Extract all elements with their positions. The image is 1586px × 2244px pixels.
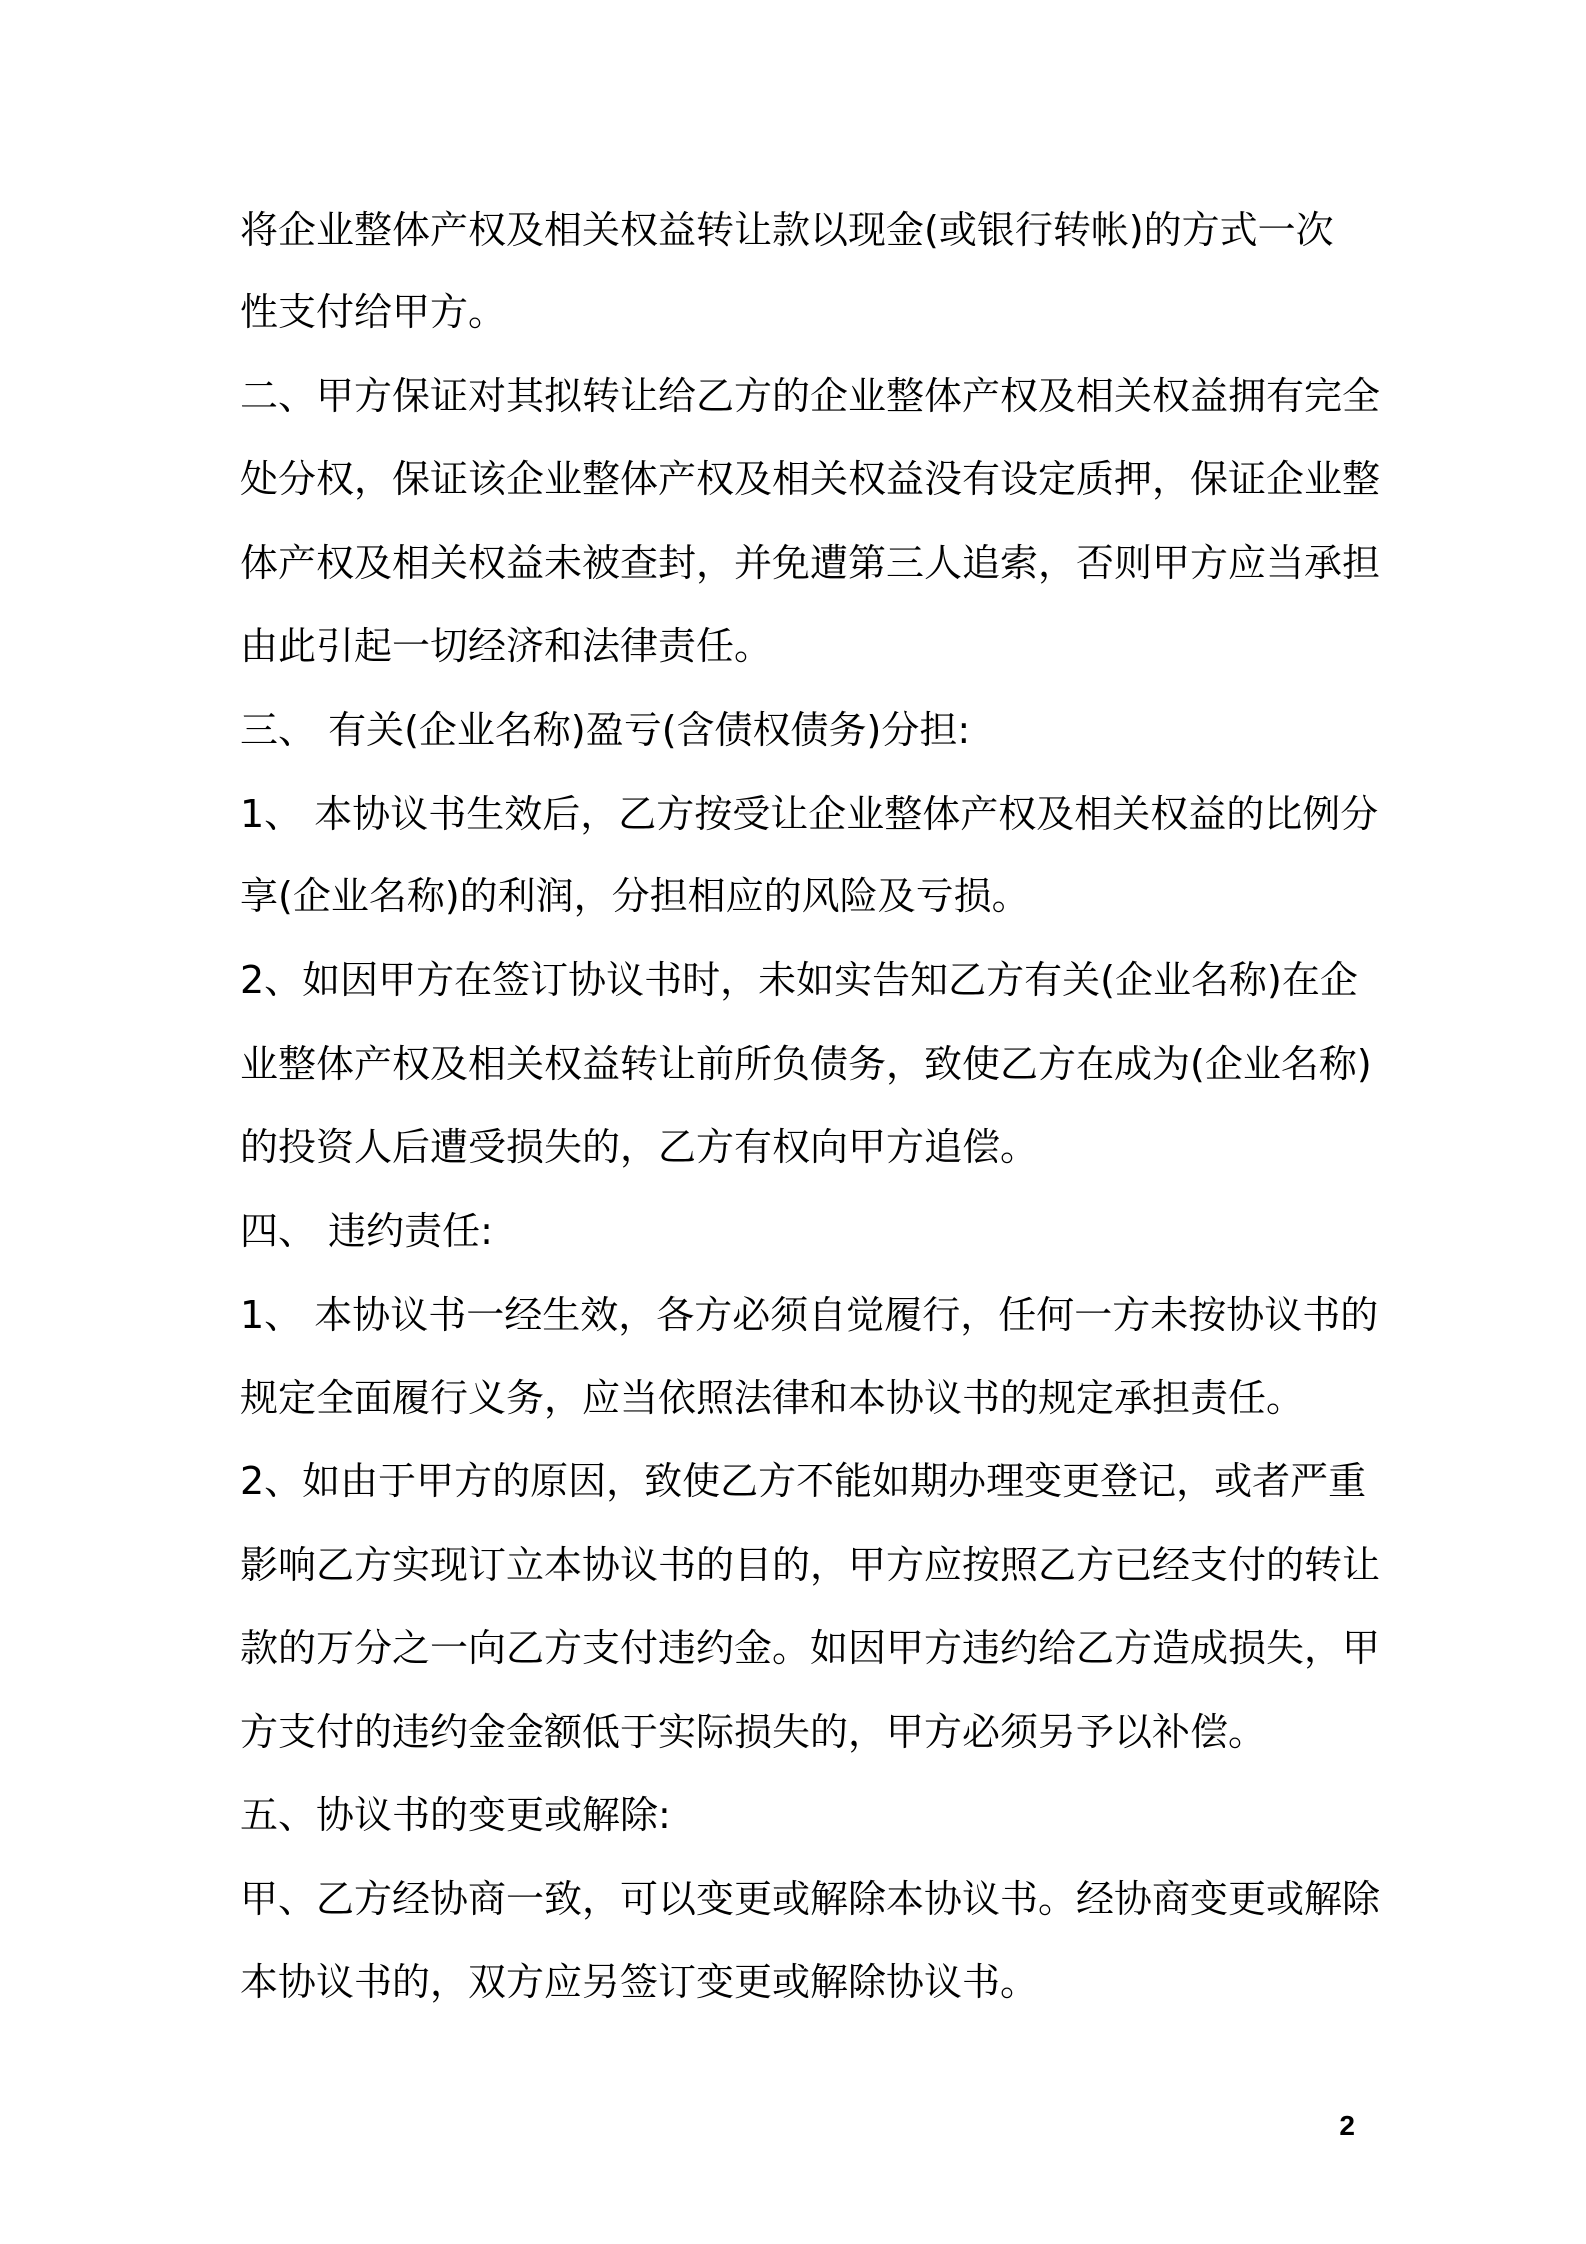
text-line: 处分权，保证该企业整体产权及相关权益没有设定质押，保证企业整 [240, 457, 1381, 501]
text-line: 二、甲方保证对其拟转让给乙方的企业整体产权及相关权益拥有完全 [240, 374, 1381, 418]
section-heading: 五、协议书的变更或解除: [240, 1793, 671, 1837]
text-line: 本协议书的，双方应另签订变更或解除协议书。 [240, 1960, 1039, 2004]
text-line: 体产权及相关权益未被查封，并免遭第三人追索，否则甲方应当承担 [240, 541, 1381, 585]
text-line: 将企业整体产权及相关权益转让款以现金(或银行转帐)的方式一次 [240, 208, 1334, 252]
text-line: 款的万分之一向乙方支付违约金。如因甲方违约给乙方造成损失，甲 [240, 1626, 1381, 1670]
text-line: 的投资人后遭受损失的，乙方有权向甲方追偿。 [240, 1125, 1039, 1169]
text-line: 甲、乙方经协商一致，可以变更或解除本协议书。经协商变更或解除 [240, 1877, 1381, 1921]
text-line: 由此引起一切经济和法律责任。 [240, 624, 773, 668]
text-line: 业整体产权及相关权益转让前所负债务，致使乙方在成为(企业名称) [240, 1042, 1372, 1086]
text-line: 2、如由于甲方的原因，致使乙方不能如期办理变更登记，或者严重 [240, 1459, 1367, 1503]
text-line: 享(企业名称)的利润，分担相应的风险及亏损。 [240, 874, 1030, 918]
text-line: 方支付的违约金金额低于实际损失的，甲方必须另予以补偿。 [240, 1710, 1267, 1754]
text-line: 性支付给甲方。 [240, 290, 507, 334]
text-line: 2、如因甲方在签订协议书时，未如实告知乙方有关(企业名称)在企 [240, 958, 1358, 1002]
text-line: 规定全面履行义务，应当依照法律和本协议书的规定承担责任。 [240, 1376, 1305, 1420]
text-line: 1、 本协议书生效后，乙方按受让企业整体产权及相关权益的比例分 [240, 792, 1379, 836]
section-heading: 四、 违约责任: [240, 1209, 493, 1253]
section-heading: 三、 有关(企业名称)盈亏(含债权债务)分担: [240, 708, 971, 752]
text-line: 影响乙方实现订立本协议书的目的，甲方应按照乙方已经支付的转让 [240, 1543, 1381, 1587]
text-line: 1、 本协议书一经生效，各方必须自觉履行，任何一方未按协议书的 [240, 1293, 1379, 1337]
page-number: 2 [1339, 2110, 1355, 2141]
